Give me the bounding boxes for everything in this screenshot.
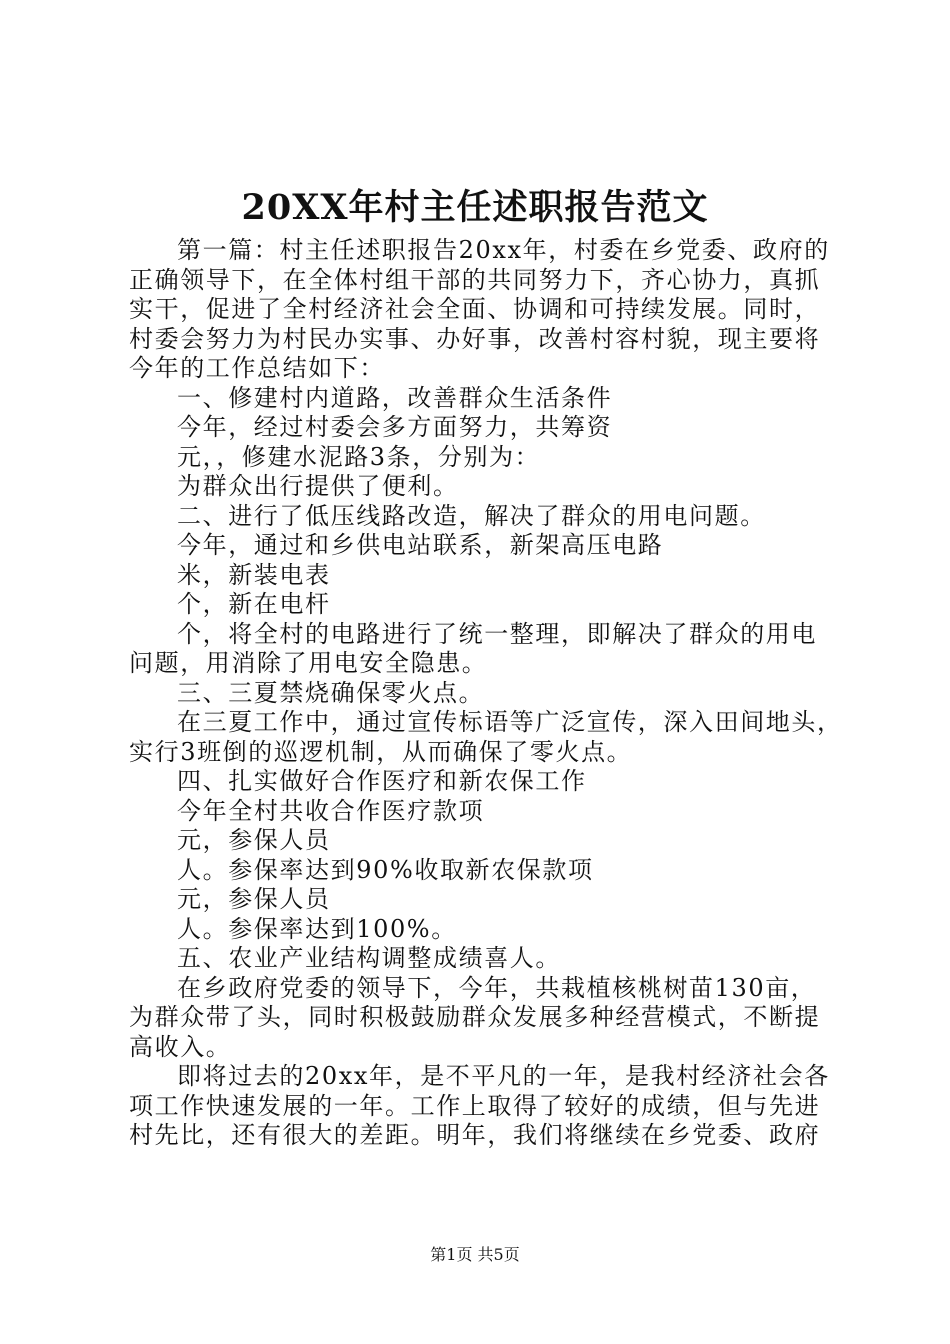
body-line: 人。参保率达到90%收取新农保款项 <box>177 855 594 884</box>
body-line: 元，，修建水泥路3条，分别为： <box>177 442 541 471</box>
body-line: 为群众出行提供了便利。 <box>177 472 459 500</box>
body-line: 今年全村共收合作医疗款项 <box>177 796 485 825</box>
body-line: 个，新在电杆 <box>177 590 331 618</box>
body-line: 在三夏工作中，通过宣传标语等广泛宣传，深入田间地头， <box>177 708 843 736</box>
document-title: 20XX年村主任述职报告范文 <box>241 187 709 228</box>
body-line: 四、扎实做好合作医疗和新农保工作 <box>177 767 587 795</box>
body-line: 高收入。 <box>129 1032 232 1061</box>
body-line: 为群众带了头，同时积极鼓励群众发展多种经营模式，不断提 <box>129 1003 821 1031</box>
body-line: 个，将全村的电路进行了统一整理，即解决了群众的用电 <box>177 619 817 648</box>
body-line: 二、进行了低压线路改造，解决了群众的用电问题。 <box>177 501 766 530</box>
body-line: 一、修建村内道路，改善群众生活条件 <box>177 383 613 412</box>
document-body <box>129 236 843 1151</box>
body-line: 今年，通过和乡供电站联系，新架高压电路 <box>177 531 664 559</box>
body-line: 村委会努力为村民办实事、办好事，改善村容村貌，现主要将 <box>129 324 821 353</box>
body-line: 村先比，还有很大的差距。明年，我们将继续在乡党委、政府 <box>129 1121 821 1149</box>
body-line: 在乡政府党委的领导下，今年，共栽植核桃树苗130亩， <box>177 973 817 1002</box>
body-line: 今年的工作总结如下： <box>129 354 385 382</box>
body-line: 问题，用消除了用电安全隐患。 <box>129 649 488 677</box>
body-line: 今年，经过村委会多方面努力，共筹资 <box>177 413 613 441</box>
page-footer: 第1页 共5页 <box>430 1245 520 1264</box>
body-line: 米，新装电表 <box>177 560 331 589</box>
body-line: 人。参保率达到100%。 <box>177 914 457 943</box>
body-line: 项工作快速发展的一年。工作上取得了较好的成绩，但与先进 <box>129 1091 821 1120</box>
body-line: 五、农业产业结构调整成绩喜人。 <box>177 944 561 972</box>
body-line: 元，参保人员 <box>177 885 331 913</box>
body-line: 三、三夏禁烧确保零火点。 <box>177 678 485 707</box>
body-line: 第一篇：村主任述职报告20xx年，村委在乡党委、政府的 <box>177 236 830 264</box>
body-line: 元，参保人员 <box>177 826 331 854</box>
body-line: 实行3班倒的巡逻机制，从而确保了零火点。 <box>129 737 633 766</box>
body-line: 实干，促进了全村经济社会全面、协调和可持续发展。同时， <box>129 295 821 323</box>
body-line: 正确领导下，在全体村组干部的共同努力下，齐心协力，真抓 <box>129 265 821 294</box>
body-line: 即将过去的20xx年，是不平凡的一年，是我村经济社会各 <box>177 1062 830 1090</box>
